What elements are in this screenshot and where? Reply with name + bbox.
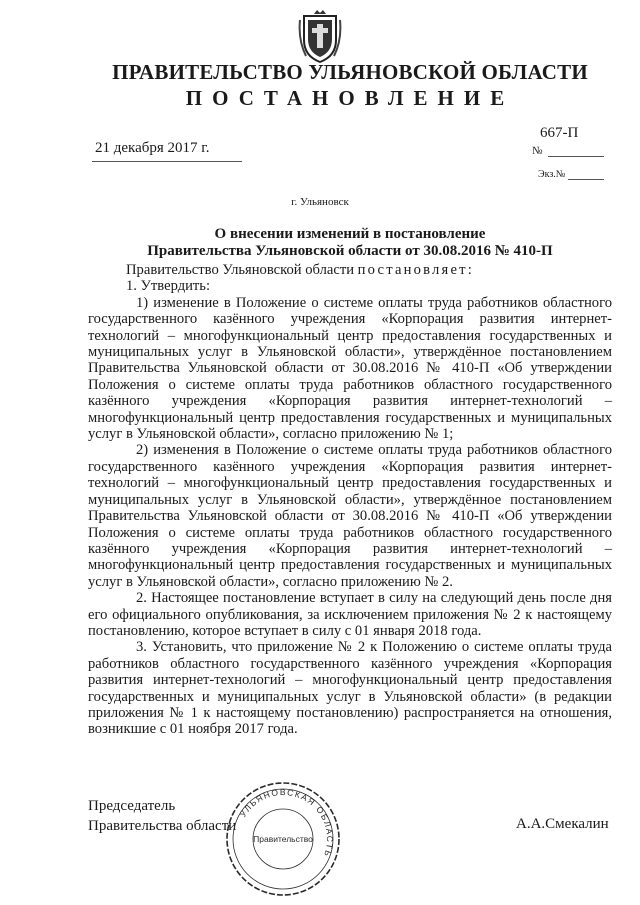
signatory-name: А.А.Смекалин (516, 816, 609, 832)
city-label: г. Ульяновск (291, 196, 349, 208)
number-underline (548, 156, 604, 157)
paragraph-item-1: 1. Утвердить: (126, 278, 211, 295)
intro-paragraph (88, 262, 612, 278)
subject-line-1: О внесении изменений в постановление (214, 226, 486, 242)
signatory-position (88, 796, 236, 836)
document-type-heading: ПОСТАНОВЛЕНИЕ (185, 86, 515, 110)
document-subject (0, 226, 640, 260)
signatory-position-line-2: Правительства области (88, 818, 237, 834)
paragraph-item-3: 3. Установить, что приложение № 2 к Положению о системе оплаты труда работников областного государственного казённого учреждения «Корпорация развития интернет-технологий – многофункциональный центр предоставления государственных и муниципальных услуг в Ульяновской области» (в редакции приложения № 1 к настоящему постановлению) распространяется на отношения, возникшие с 01 ноября 2017 года. (88, 639, 612, 738)
copy-number-underline (568, 179, 604, 180)
document-body (88, 262, 612, 738)
document-date: 21 декабря 2017 г. (95, 140, 210, 156)
subject-line-2: Правительства Ульяновской области от 30.08.2016 № 410-П (147, 243, 553, 259)
paragraph-subitem-1: 1) изменение в Положение о системе оплаты труда работников областного государственного казённого учреждения «Корпорация развития интернет-технологий – многофункциональный центр предоставления государственных и муниципальных услуг в Ульяновской области», утверждённое постановлением Правительства Ульяновской области от 30.08.2016 № 410-П «Об утверждении Положения о системе оплаты труда работников областного государственного казённого учреждения «Корпорация развития интернет-технологий – многофункциональный центр предоставления государственных и муниципальных услуг в Ульяновской области», согласно приложению № 1; (88, 294, 612, 443)
intro-spaced-word: постановляет: (357, 262, 474, 278)
paragraph-subitem-2: 2) изменения в Положение о системе оплаты труда работников областного государственного казённого учреждения «Корпорация развития интернет-технологий – многофункциональный центр предоставления государственных и муниципальных услуг в Ульяновской области», утверждённое постановлением Правительства Ульяновской области от 30.08.2016 № 410-П «Об утверждении Положения о системе оплаты труда работников областного государственного казённого учреждения «Корпорация развития интернет-технологий – многофункциональный центр предоставления государственных и муниципальных услуг в Ульяновской области», согласно приложению № 2. (88, 442, 612, 590)
paragraph-item-2: 2. Настоящее постановление вступает в силу на следующий день после дня его официального опубликования, за исключением приложения № 2 к настоящему постановлению, которое вступает в силу с 01 января 2018 года. (88, 590, 612, 639)
number-label: № (532, 145, 543, 157)
seal-ring-text: УЛЬЯНОВСКАЯ ОБЛАСТЬ (237, 786, 336, 860)
date-underline (92, 161, 242, 162)
coat-of-arms-emblem (298, 10, 342, 64)
intro-text: Правительство Ульяновской области (126, 262, 358, 278)
official-seal-stamp (224, 780, 342, 898)
seal-center-text: Правительство (253, 834, 313, 844)
signatory-position-line-1: Председатель (88, 798, 176, 814)
government-title: ПРАВИТЕЛЬСТВО УЛЬЯНОВСКОЙ ОБЛАСТИ (112, 60, 588, 84)
document-number: 667-П (540, 125, 579, 141)
copy-number-label: Экз.№ (538, 169, 566, 180)
